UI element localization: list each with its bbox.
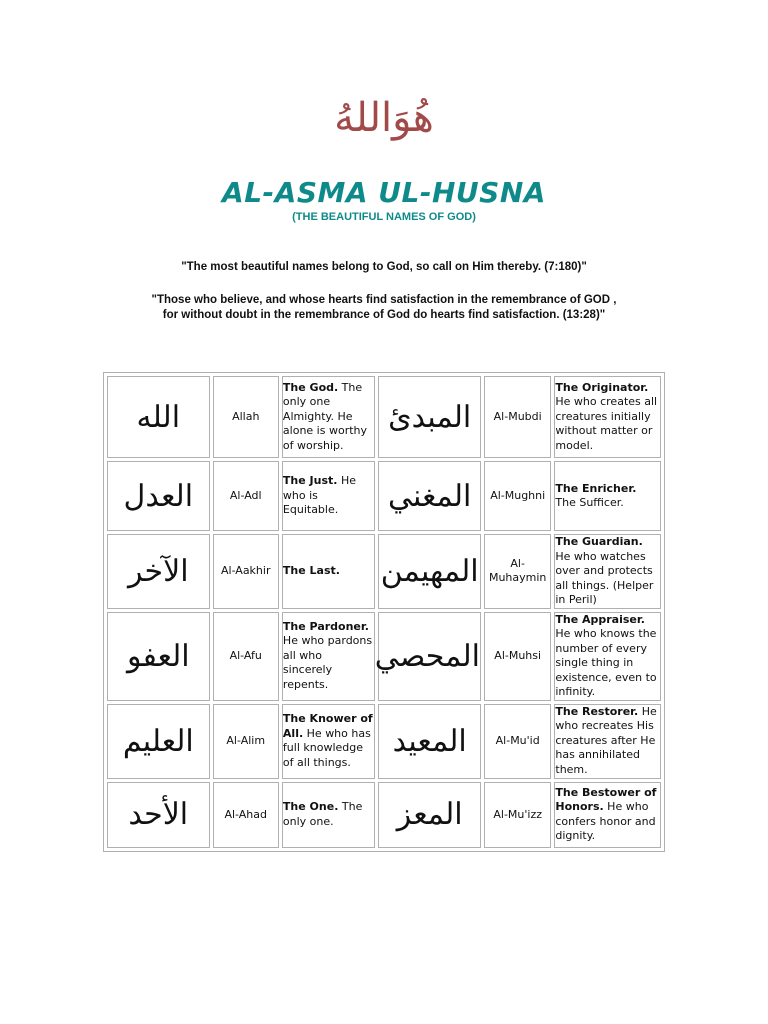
- quote-13-28-line1: "Those who believe, and whose hearts find satisfaction in the remembrance of GOD ,: [151, 294, 617, 306]
- arabic-calligraphy: المعز: [378, 782, 481, 848]
- arabic-calligraphy: المحصي: [378, 612, 481, 701]
- transliteration: Al-Mughni: [484, 461, 551, 531]
- meaning-text: He who has full knowledge of all things.: [282, 726, 371, 769]
- meaning-title: The God.: [282, 380, 339, 394]
- arabic-calligraphy: المبدئ: [378, 376, 481, 458]
- transliteration: Al-Mu'izz: [484, 782, 551, 848]
- huwallah-calligraphy: هُوَاللهُ: [334, 95, 434, 141]
- meaning-title: The One.: [282, 800, 339, 813]
- meaning-text: He who recreates His creatures after He has annihilated them.: [555, 704, 657, 776]
- arabic-calligraphy: الآخر: [107, 534, 210, 609]
- name-description: [282, 376, 376, 458]
- table-row: [107, 376, 661, 458]
- quote-13-28-line2: for without doubt in the remembrance of God do hearts find satisfaction. (13:28)": [162, 309, 606, 321]
- page-subtitle: (THE BEAUTIFUL NAMES OF GOD): [292, 211, 476, 223]
- page-title: AL-ASMA UL-HUSNA: [222, 176, 546, 209]
- meaning-title: The Enricher.: [555, 481, 637, 495]
- table-row: [107, 704, 661, 779]
- transliteration: Al-Alim: [213, 704, 279, 779]
- arabic-calligraphy: المغني: [378, 461, 481, 531]
- transliteration: Al-Aakhir: [213, 534, 279, 609]
- name-description: [282, 534, 376, 609]
- meaning-text: He who is Equitable.: [282, 474, 357, 517]
- arabic-calligraphy: الله: [107, 376, 210, 458]
- arabic-calligraphy: الأحد: [107, 782, 210, 848]
- table-row: [107, 782, 661, 848]
- transliteration: Al-Muhsi: [484, 612, 551, 701]
- transliteration: Al-Adl: [213, 461, 279, 531]
- meaning-title: The Appraiser.: [555, 612, 645, 626]
- transliteration: Al-Ahad: [213, 782, 279, 848]
- meaning-title: The Originator.: [555, 380, 649, 394]
- quote-7-180: "The most beautiful names belong to God, so call on Him thereby. (7:180)": [181, 261, 587, 273]
- transliteration: Al-Mubdi: [484, 376, 551, 458]
- meaning-title: The Bestower of Honors.: [555, 785, 657, 813]
- names-table: [103, 372, 665, 852]
- name-description: [554, 534, 661, 609]
- table-row: [107, 461, 661, 531]
- quote-13-28: [0, 293, 768, 323]
- table-row: [107, 612, 661, 701]
- name-description: [554, 376, 661, 458]
- arabic-calligraphy: المهيمن: [378, 534, 481, 609]
- meaning-text: He who watches over and protects all things. (Helper in Peril): [555, 549, 654, 606]
- name-description: [282, 704, 376, 779]
- name-description: [282, 461, 376, 531]
- meaning-text: The only one Almighty. He alone is worthy of worship.: [282, 380, 368, 452]
- arabic-calligraphy: العليم: [107, 704, 210, 779]
- transliteration: Al-Muhaymin: [484, 534, 551, 609]
- meaning-text: He who knows the number of every single thing in existence, even to infinity.: [555, 627, 657, 698]
- meaning-text: The Sufficer.: [555, 496, 624, 509]
- name-description: [282, 782, 376, 848]
- table-row: [107, 534, 661, 609]
- arabic-calligraphy: العدل: [107, 461, 210, 531]
- name-description: [554, 612, 661, 701]
- arabic-calligraphy: العفو: [107, 612, 210, 701]
- meaning-title: The Restorer.: [555, 704, 639, 718]
- transliteration: Allah: [213, 376, 279, 458]
- meaning-title: The Last.: [282, 564, 340, 577]
- name-description: [554, 461, 661, 531]
- meaning-title: The Pardoner.: [282, 619, 369, 633]
- name-description: [554, 704, 661, 779]
- transliteration: Al-Mu'id: [484, 704, 551, 779]
- meaning-title: The Knower of All.: [282, 712, 373, 740]
- meaning-text: He who pardons all who sincerely repents.: [282, 634, 373, 691]
- transliteration: Al-Afu: [213, 612, 279, 701]
- name-description: [554, 782, 661, 848]
- meaning-text: He who confers honor and dignity.: [555, 800, 656, 842]
- meaning-title: The Guardian.: [555, 535, 643, 548]
- name-description: [282, 612, 376, 701]
- meaning-text: The only one.: [282, 800, 363, 828]
- meaning-title: The Just.: [282, 474, 338, 488]
- meaning-text: He who creates all creatures initially without matter or model.: [555, 395, 658, 452]
- arabic-calligraphy: المعيد: [378, 704, 481, 779]
